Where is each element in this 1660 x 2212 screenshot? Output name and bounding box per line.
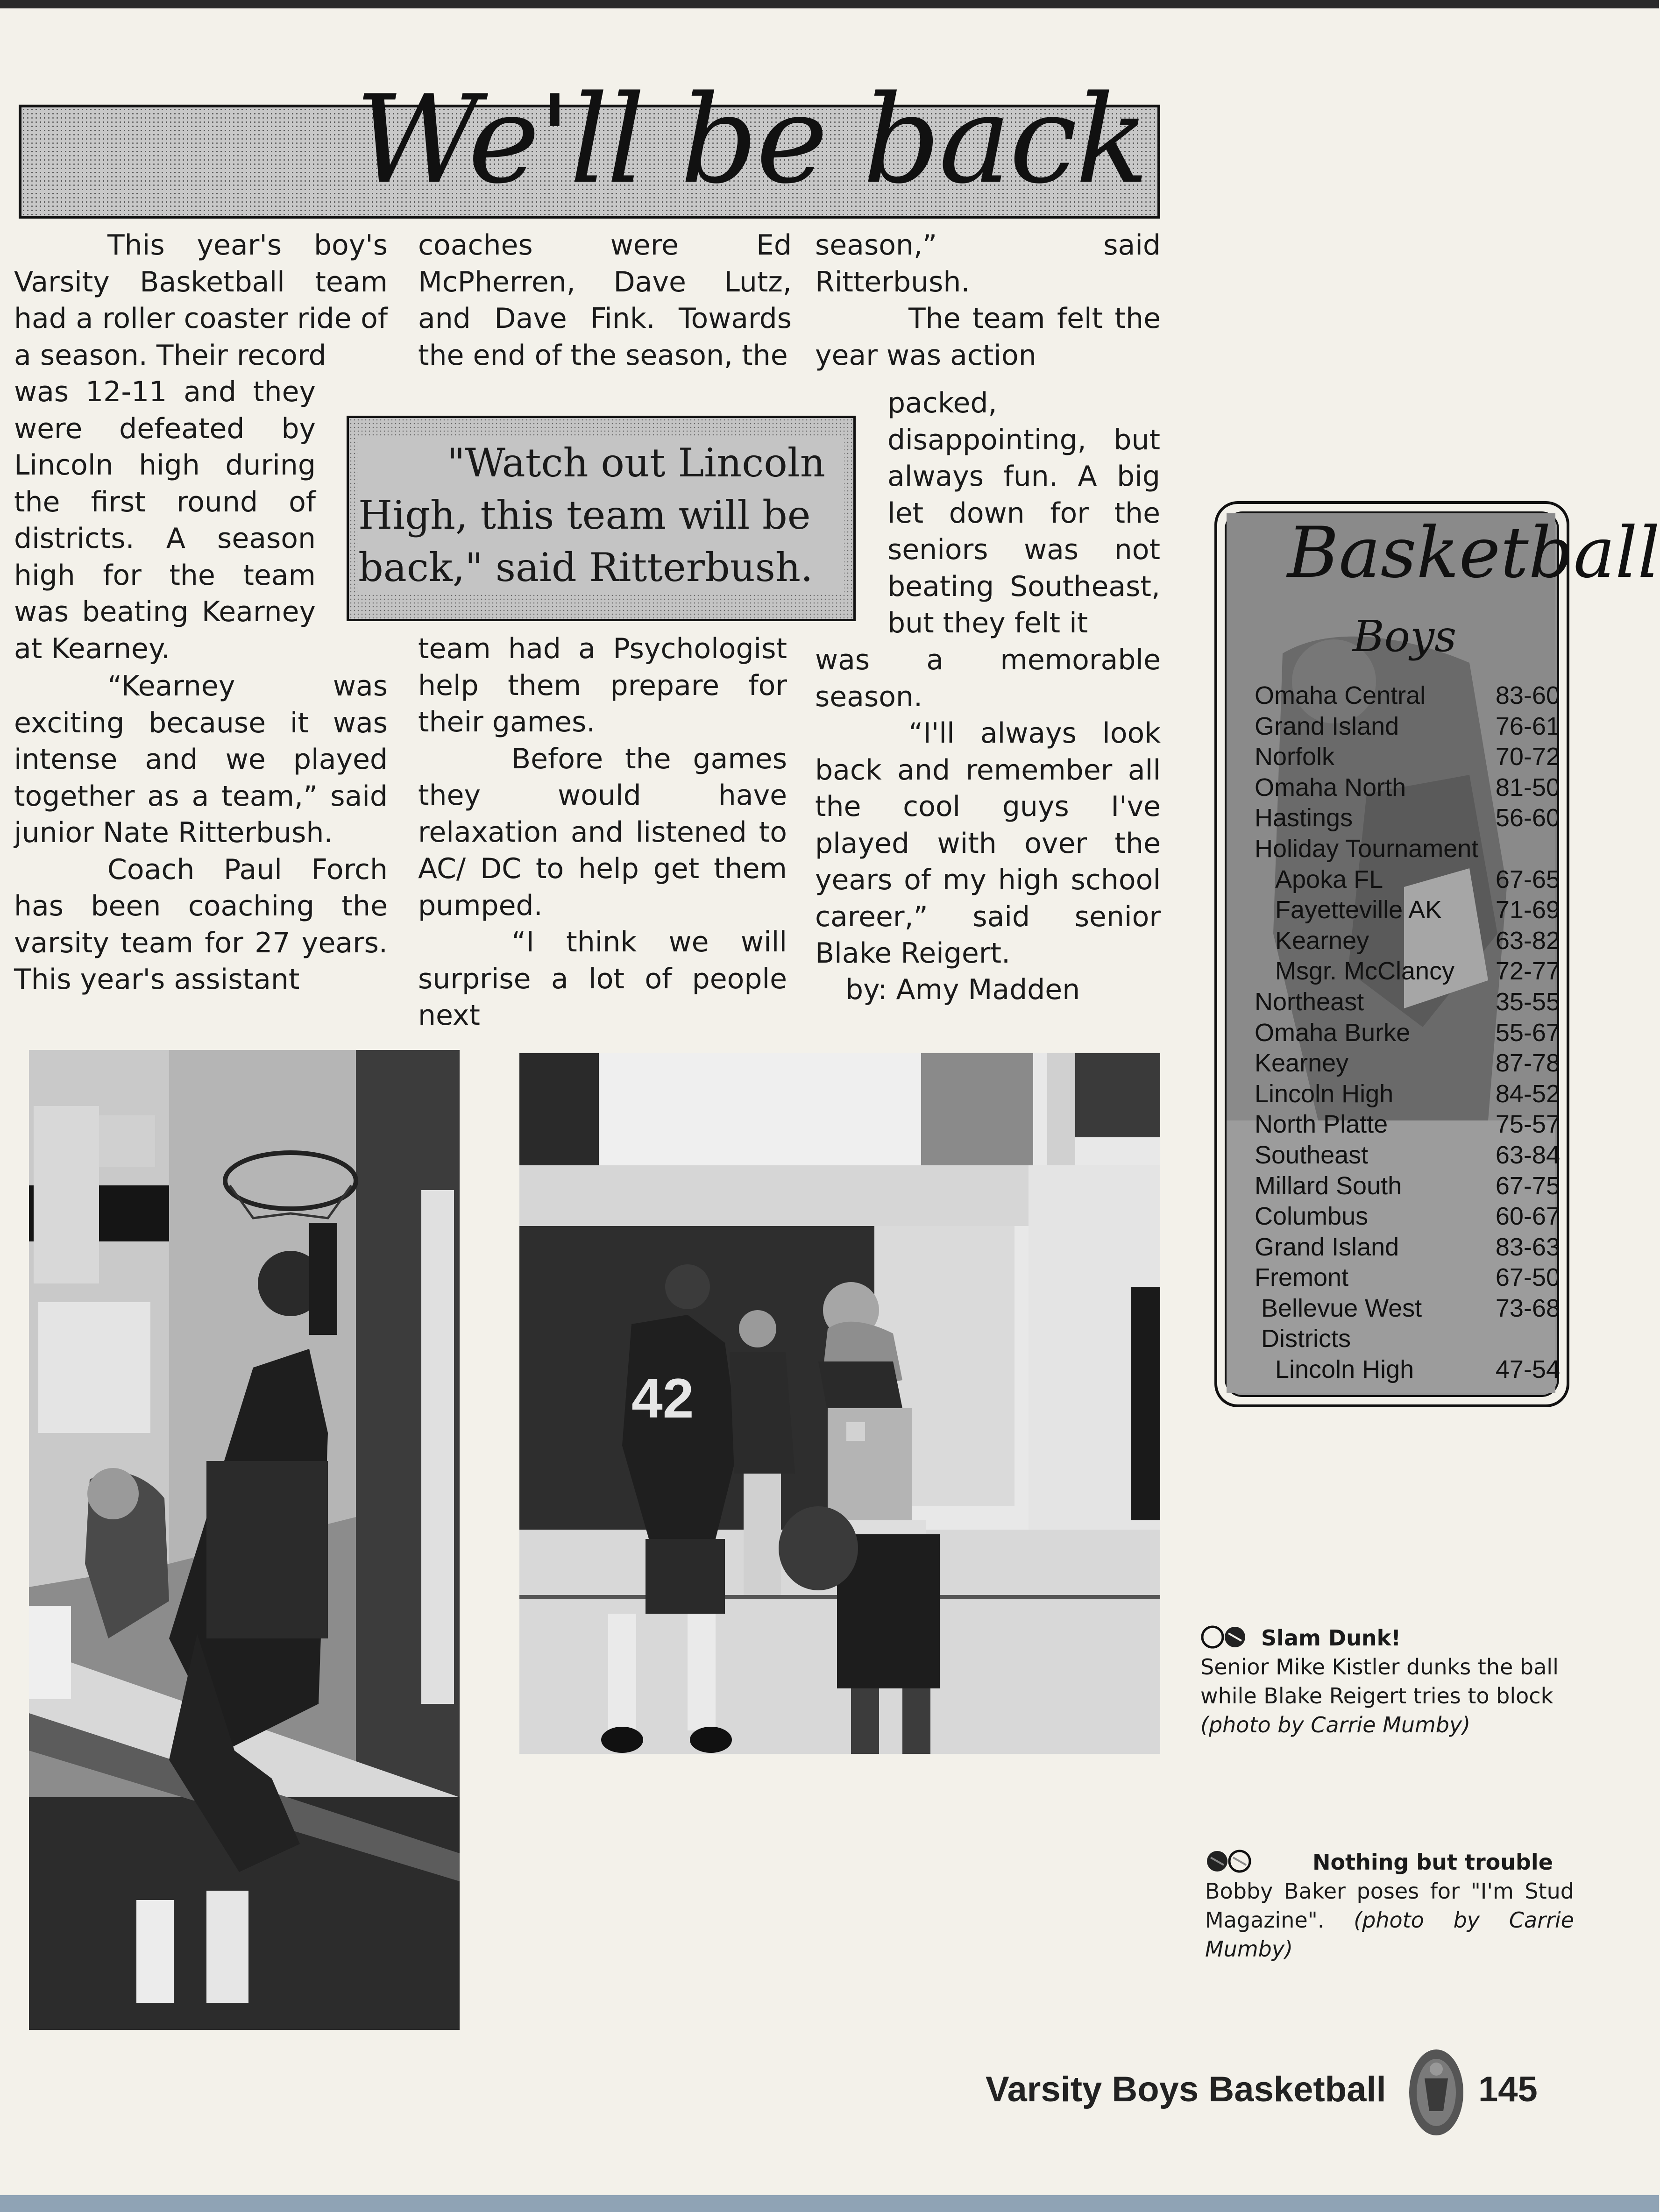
score-row: [1255, 742, 1558, 773]
score-value: 67-50: [1495, 1263, 1560, 1292]
article-paragraph: “I'll always look back and remember all the cool guys I've played with over the years of my high school career,” said senior Blake Reigert.: [815, 717, 1161, 970]
score-row: [1255, 1140, 1558, 1171]
score-value: 84-52: [1495, 1079, 1560, 1108]
article-paragraph: This year's boy's Varsity Basketball team had a roller coaster ride of a season. Their record: [14, 229, 388, 372]
article-paragraph: Before the games they would have relaxation and listened to AC/ DC to help get them pumped.: [418, 742, 787, 922]
score-value: 71-69: [1495, 896, 1560, 924]
pull-quote-line: High, this team will be: [358, 489, 844, 541]
score-value: 87-78: [1495, 1049, 1560, 1078]
article-paragraph: “Kearney was exciting because it was intense and we played together as a team,” said junior Nate Ritterbush.: [14, 670, 388, 849]
score-opponent: Kearney: [1275, 926, 1369, 955]
score-opponent: Norfolk: [1255, 743, 1335, 771]
score-opponent: Hastings: [1255, 804, 1353, 832]
score-opponent: Grand Island: [1255, 1233, 1399, 1261]
score-opponent: North Platte: [1255, 1110, 1388, 1139]
article-paragraph: Coach Paul Forch has been coaching the varsity team for 27 years. This year's assistant: [14, 853, 388, 996]
score-value: 63-84: [1495, 1141, 1560, 1169]
score-value: 81-50: [1495, 773, 1560, 801]
article-paragraph: was 12-11 and they were defeated by Lincoln high during the first round of districts. A season high for the team was beating Kearney at Kearney.: [14, 376, 316, 665]
score-opponent: Omaha North: [1255, 773, 1406, 801]
page-number: 145: [1478, 2070, 1538, 2109]
score-value: 60-67: [1495, 1202, 1560, 1231]
photo-credit: (photo by Carrie Mumby): [1200, 1712, 1471, 1737]
score-opponent: Msgr. McClancy: [1275, 957, 1455, 985]
article-col1-wrap: [14, 374, 316, 667]
score-row: [1255, 1232, 1558, 1263]
score-value: 83-63: [1495, 1233, 1560, 1261]
page-bottom-edge: [0, 2195, 1659, 2212]
scoreboard-panel: [1225, 511, 1660, 1397]
score-opponent: Southeast: [1255, 1141, 1369, 1169]
caption-text: Senior Mike Kistler dunks the ball while Blake Reigert tries to block: [1200, 1654, 1559, 1709]
article-paragraph: team had a Psychologist help them prepare for their games.: [418, 632, 787, 738]
score-row: [1255, 1048, 1558, 1079]
score-value: 83-60: [1495, 681, 1560, 709]
score-row: [1255, 1018, 1558, 1049]
score-row: [1255, 773, 1558, 803]
score-row: [1255, 895, 1558, 926]
basketball-players-icon: [1200, 1625, 1252, 1649]
nothing-but-trouble-photo: [519, 1053, 1160, 1754]
score-opponent: Lincoln High: [1255, 1079, 1394, 1108]
article-col2-top: [418, 227, 792, 374]
score-opponent: Fayetteville AK: [1275, 896, 1442, 924]
section-footer: Varsity Boys Basketball: [986, 2070, 1386, 2109]
score-row: [1255, 987, 1558, 1018]
score-row: [1255, 1109, 1558, 1140]
score-row: [1255, 926, 1558, 957]
nothing-but-trouble-caption: [1205, 1848, 1574, 1964]
article-paragraph: season,” said Ritterbush.: [815, 229, 1161, 298]
score-value: 67-65: [1495, 865, 1560, 893]
score-opponent: Omaha Burke: [1255, 1018, 1411, 1047]
score-opponent: Bellevue West: [1261, 1294, 1422, 1322]
article-paragraph: “I think we will surprise a lot of people next: [418, 926, 787, 1032]
score-opponent: Apoka FL: [1275, 865, 1383, 893]
score-row: [1255, 834, 1558, 865]
article-col1-bottom: [14, 668, 388, 998]
page-top-edge: [0, 0, 1659, 8]
scoreboard-box: [1214, 501, 1660, 1407]
score-row: [1255, 803, 1558, 834]
score-opponent: Holiday Tournament: [1255, 834, 1479, 863]
slam-dunk-photo: [29, 1050, 460, 2030]
pull-quote-line: back," said Ritterbush.: [358, 541, 844, 594]
article-col1-top: [14, 227, 388, 374]
score-row: [1255, 1171, 1558, 1202]
scoreboard-title: Basketball: [1287, 512, 1660, 594]
score-value: 72-77: [1495, 957, 1560, 985]
score-opponent: Districts: [1261, 1325, 1351, 1353]
emblem-icon: [1406, 2046, 1467, 2139]
score-value: 75-57: [1495, 1110, 1560, 1139]
score-row: [1255, 956, 1558, 987]
score-value: 73-68: [1495, 1294, 1560, 1322]
score-row: [1255, 1201, 1558, 1232]
score-value: 56-60: [1495, 804, 1560, 832]
score-row: [1255, 1293, 1558, 1324]
slam-dunk-caption: [1200, 1624, 1574, 1739]
score-value: 67-75: [1495, 1171, 1560, 1200]
score-opponent: Fremont: [1255, 1263, 1349, 1292]
score-row: [1255, 1262, 1558, 1293]
score-row: [1255, 1324, 1558, 1354]
score-opponent: Kearney: [1255, 1049, 1349, 1078]
score-opponent: Northeast: [1255, 987, 1364, 1016]
article-col3-top: [815, 227, 1161, 374]
caption-text: Bobby Baker poses for "I'm Stud Magazine".: [1205, 1879, 1574, 1933]
score-row: [1255, 1354, 1558, 1385]
article-paragraph: The team felt the year was action: [815, 302, 1161, 372]
score-row: [1255, 681, 1558, 711]
caption-headline: Nothing but trouble: [1312, 1850, 1553, 1875]
score-opponent: Grand Island: [1255, 712, 1399, 740]
score-opponent: Lincoln High: [1275, 1355, 1414, 1384]
score-opponent: Omaha Central: [1255, 681, 1426, 709]
page-title: We'll be back: [355, 70, 1147, 211]
scoreboard-subtitle: Boys: [1353, 611, 1457, 661]
scoreboard-list: [1255, 681, 1558, 1385]
score-opponent: Columbus: [1255, 1202, 1369, 1231]
caption-headline: Slam Dunk!: [1261, 1625, 1401, 1651]
score-opponent: Millard South: [1255, 1171, 1402, 1200]
pull-quote: [347, 416, 856, 621]
score-value: 47-54: [1495, 1355, 1560, 1384]
article-paragraph: was a memorable season.: [815, 644, 1161, 713]
score-value: 55-67: [1495, 1018, 1560, 1047]
article-paragraph: packed, disappointing, but always fun. A big let down for the seniors was not beating Southeast, but they felt it: [887, 387, 1160, 639]
score-value: 63-82: [1495, 926, 1560, 955]
article-paragraph: coaches were Ed McPherren, Dave Lutz, and Dave Fink. Towards the end of the season, the: [418, 229, 792, 372]
score-value: 35-55: [1495, 987, 1560, 1016]
basketball-players-icon: [1205, 1849, 1256, 1873]
pull-quote-line: "Watch out Lincoln: [358, 437, 844, 489]
score-row: [1255, 1079, 1558, 1110]
photo-credit: (photo by Carrie Mumby): [1205, 1907, 1574, 1962]
score-value: 70-72: [1495, 743, 1560, 771]
score-row: [1255, 865, 1558, 895]
score-value: 76-61: [1495, 712, 1560, 740]
article-col3-bottom: [815, 642, 1161, 972]
jersey-number: 42: [631, 1367, 694, 1430]
byline: by: Amy Madden: [845, 973, 1080, 1006]
score-row: [1255, 711, 1558, 742]
article-col3-wrap: [887, 385, 1160, 642]
article-col2-bottom: [418, 631, 787, 1034]
